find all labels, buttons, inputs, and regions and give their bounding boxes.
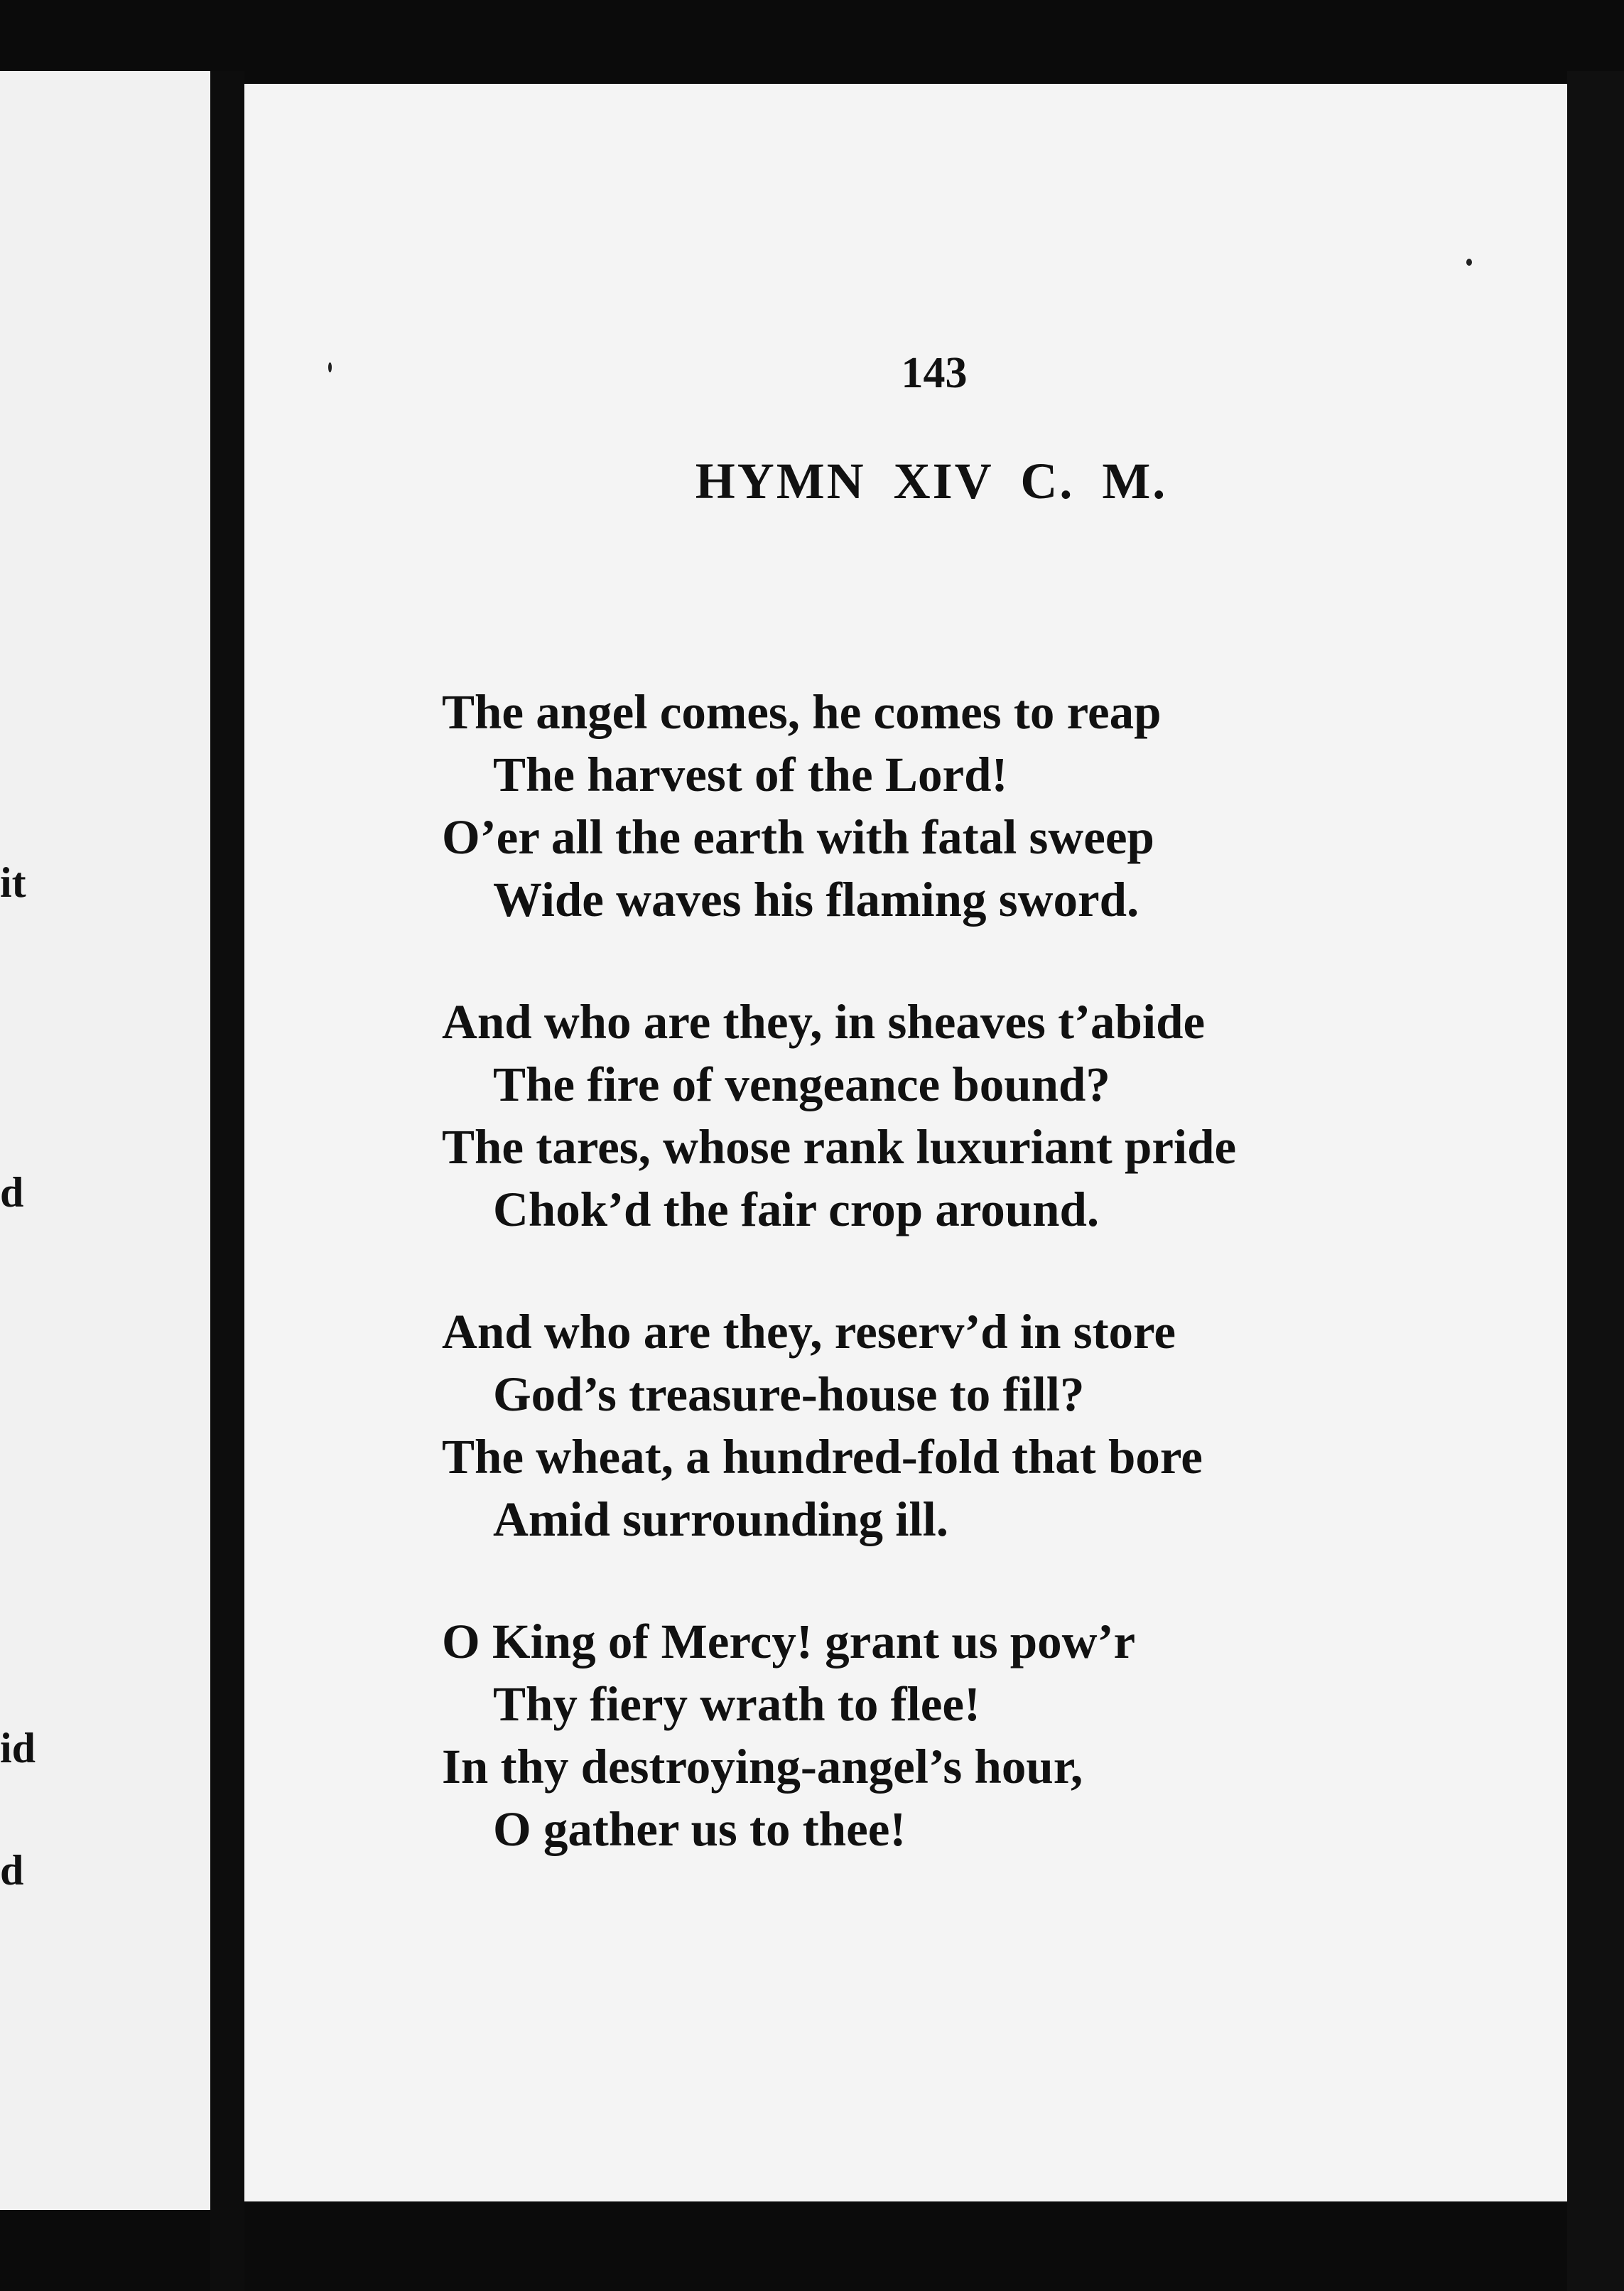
left-page-fragment: id [0, 1725, 36, 1772]
previous-page-edge [0, 71, 210, 2210]
verse-line: The angel comes, he comes to reap [442, 685, 1162, 739]
book-page [244, 84, 1567, 2201]
left-page-fragment: it [0, 859, 26, 906]
verse-line: Thy fiery wrath to flee! [493, 1677, 980, 1731]
verse-line: O’er all the earth with fatal sweep [442, 810, 1154, 864]
stanza-1 [442, 681, 1550, 931]
left-page-fragment: d [0, 1847, 24, 1894]
verse-line: Amid surrounding ill. [493, 1492, 949, 1546]
left-page-fragment: d [0, 1169, 24, 1216]
hymn-text [442, 681, 1550, 1920]
verse-line: Wide waves his flaming sword. [493, 873, 1139, 927]
stanza-3 [442, 1300, 1550, 1551]
verse-line: Chok’d the fair crop around. [493, 1182, 1100, 1236]
verse-line: O King of Mercy! grant us pow’r [442, 1615, 1136, 1669]
book-gutter [210, 71, 244, 2291]
verse-line: In thy destroying-angel’s hour, [442, 1740, 1083, 1794]
right-page-edge [1567, 71, 1624, 2291]
verse-line: The tares, whose rank luxuriant pride [442, 1120, 1237, 1174]
hymn-title: HYMN XIV C. M. [695, 453, 1168, 510]
verse-line: The harvest of the Lord! [493, 748, 1008, 802]
verse-line: And who are they, reserv’d in store [442, 1305, 1176, 1359]
verse-line: The fire of vengeance bound? [493, 1057, 1110, 1111]
ink-speck [328, 362, 332, 372]
verse-line: God’s treasure-house to fill? [493, 1367, 1085, 1421]
verse-line: And who are they, in sheaves t’abide [442, 995, 1206, 1049]
verse-line: The wheat, a hundred-fold that bore [442, 1430, 1203, 1484]
ink-speck [1466, 259, 1472, 266]
stanza-4 [442, 1610, 1550, 1860]
stanza-2 [442, 991, 1550, 1241]
verse-line: O gather us to thee! [493, 1802, 906, 1856]
page-number: 143 [901, 349, 968, 397]
